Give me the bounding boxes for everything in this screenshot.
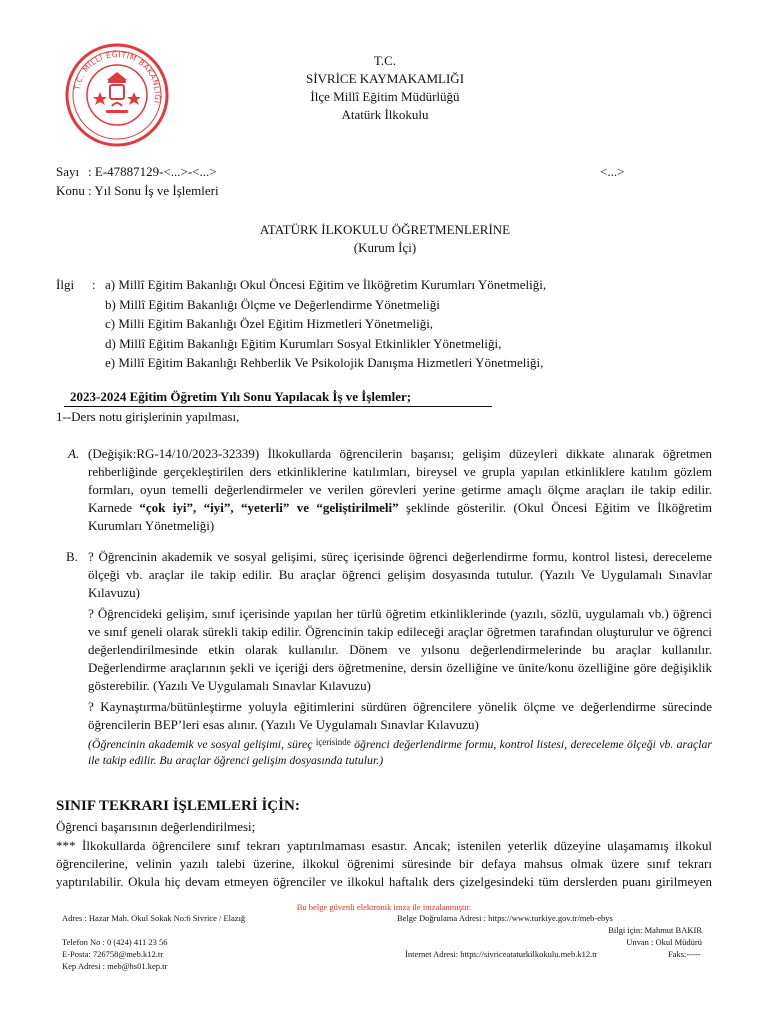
addressee-line2: (Kurum İçi) <box>353 240 417 255</box>
header-kaymakamlik: SİVRİCE KAYMAKAMLIĞI <box>305 71 465 86</box>
ilgi-label: İlgi <box>56 277 75 292</box>
footer-info: Bilgi için: Mahmut BAKIR <box>608 925 702 935</box>
letterhead <box>250 52 520 124</box>
date-placeholder: <...> <box>600 164 625 179</box>
para-a <box>88 445 712 535</box>
para-b-p2: ? Öğrencideki gelişim, sınıf içerisinde yapılan her türlü öğretim etkinliklerinde (yazılı, sözlü, uygulamalı vb.) öğrenci ve sınıf geneli olarak sürekli takip edilir. Öğrencinin takip edileceği araçlar öğretmen tarafından oluşturulur ve öğrenci değerlendirilmesinde etkin olarak kullanılır. Dönem ve yılsonu değerlendirmelerinde bu araçlar kullanılır. Değerlendirme araçlarının şekli ve içeriği ders öğretmenine, dersin özelliğine ve ünite/konu özelliğine göre değişiklik gösterebilir. (Yazılı Ve Uygulamalı Sınavlar Kılavuzu) <box>88 606 712 693</box>
para-b-p1: ? Öğrencinin akademik ve sosyal gelişimi, süreç içerisinde öğrenci değerlendirme formu, kontrol listesi, dereceleme ölçeği vb. araçlar ile takip edilir. Bu araçlar öğrenci gelişim dosyasında tutulur. (Yazılı Ve Uygulamalı Sınavlar Kılavuzu) <box>88 549 712 600</box>
section-title: 2023-2024 Eğitim Öğretim Yılı Sonu Yapılacak İş ve İşlemler; <box>70 389 412 404</box>
konu-value: : Yıl Sonu İş ve İşlemleri <box>88 183 219 198</box>
ilgi-item-e: e) Millî Eğitim Bakanlığı Rehberlik Ve Psikolojik Danışma Hizmetleri Yönetmeliği, <box>105 355 544 370</box>
sinif-sub: Öğrenci başarısının değerlendirilmesi; <box>56 819 256 834</box>
footer-fax: Faks:----- <box>668 949 701 959</box>
footer-verify: Belge Doğrulama Adresi : https://www.turkiye.gov.tr/meb-ebys <box>397 913 613 923</box>
para-b-italic-a: (Öğrencinin akademik ve sosyal gelişimi, süreç <box>88 737 316 751</box>
para-a-marker: A. <box>68 446 80 461</box>
footer-web: İnternet Adresi: https://sivriceataturkilkokulu.meb.k12.tr <box>405 949 598 959</box>
para-a-bold: “çok iyi”, “iyi”, “yeterli” ve “geliştirilmeli” <box>139 500 399 515</box>
ilgi-list <box>105 276 725 374</box>
para-b-p3: ? Kaynaştırma/bütünleştirme yoluyla eğitimlerini sürdüren öğrencilere yönelik ölçme ve değerlendirme sürecinde öğrencilerin BEP’leri esas alınır. (Yazılı Ve Uygulamalı Sınavlar Kılavuzu) <box>88 699 712 732</box>
header-school: Atatürk İlkokulu <box>341 107 429 122</box>
addressee-line1: ATATÜRK İLKOKULU ÖĞRETMENLERİNE <box>259 222 511 237</box>
para-a-text2: şeklinde gösterilir. (Okul Öncesi Eğitim ve İlköğretim Kurumları Yönetmeliği) <box>88 500 712 533</box>
addressee <box>150 221 620 257</box>
item-1: 1--Ders notu girişlerinin yapılması, <box>56 409 240 424</box>
header-mudurluk: İlçe Millî Eğitim Müdürlüğü <box>310 89 460 104</box>
footer-title: Unvan : Okul Müdürü <box>626 937 702 947</box>
para-b-italic-small: içerisinde <box>315 737 351 747</box>
meb-seal-logo <box>62 40 172 150</box>
esign-notice: Bu belge güvenli elektronik imza ile imzalanmıştır. <box>296 902 472 912</box>
para-b-italic-b: öğrenci değerlendirme formu, kontrol listesi, dereceleme ölçeği vb. araçlar ile takip edilir. Bu araçlar öğrenci gelişim dosyasında tutulur.) <box>88 737 713 767</box>
sinif-title: SINIF TEKRARI İŞLEMLERİ İÇİN: <box>56 798 300 814</box>
ilgi-item-b: b) Millî Eğitim Bakanlığı Ölçme ve Değerlendirme Yönetmeliği <box>105 296 440 312</box>
konu-label: Konu <box>56 183 85 198</box>
ilgi-item-c: c) Milli Eğitim Bakanlığı Özel Eğitim Hizmetleri Yönetmeliği, <box>105 316 434 331</box>
sinif-text: *** İlkokullarda öğrencilere sınıf tekrarı yaptırılmaması esastır. Ancak; istenilen yeterlik düzeyine ulaşamamış ilkokul öğrencilerine, velinin yazılı talebi üzerine, ilkokul öğrenimi süresinde bir defaya mahsus olmak üzere sınıf tekrarı yaptırılabilir. Okula hiç devam etmeyen öğrenciler ve ilkokul haftalık ders çizelgesindeki tüm derslerden puanı girilmeyen <box>56 838 712 889</box>
para-b-italic <box>88 735 712 768</box>
seal-text: T.C. MİLLÎ EĞİTİM BAKANLIĞI <box>72 49 163 105</box>
ilgi-item-a: a) Millî Eğitim Bakanlığı Okul Öncesi Eğitim ve İlköğretim Kurumları Yönetmeliği, <box>105 277 547 292</box>
footer-phone: Telefon No : 0 (424) 411 23 56 <box>62 937 168 947</box>
section-title-underline <box>64 406 492 407</box>
ilgi-colon: : <box>92 277 96 292</box>
footer-email: E-Posta: 726758@meb.k12.tr <box>62 949 164 959</box>
para-b-marker: B. <box>66 549 78 564</box>
footer-address: Adres : Hazar Mah. Okul Sokak No:6 Sivrice / Elazığ <box>62 913 246 923</box>
header-tc: T.C. <box>373 53 397 68</box>
sayi-label: Sayı <box>56 164 80 179</box>
ilgi-item-d: d) Millî Eğitim Bakanlığı Eğitim Kurumları Sosyal Etkinlikler Yönetmeliği, <box>105 335 502 351</box>
para-b <box>88 548 712 768</box>
sayi-value: : E-47887129-<...>-<...> <box>88 164 217 179</box>
footer-kep: Kep Adresi : meb@hs01.kep.tr <box>62 961 168 971</box>
para-a-text1: (Değişik:RG-14/10/2023-32339) İlkokullarda öğrencilerin başarısı; gelişim düzeyleri dikkate alınarak öğretmen rehberliğinde gerçekleştirilen ders etkinliklerine katılımları, bireysel ve grupla yapılan etkinliklere katılım gözlem formları, oyun temelli değerlendirmeler ve verilen görevleri yerine getirme amaçlı ölçme araçları ile takip edilir. Karnede <box>88 446 712 515</box>
